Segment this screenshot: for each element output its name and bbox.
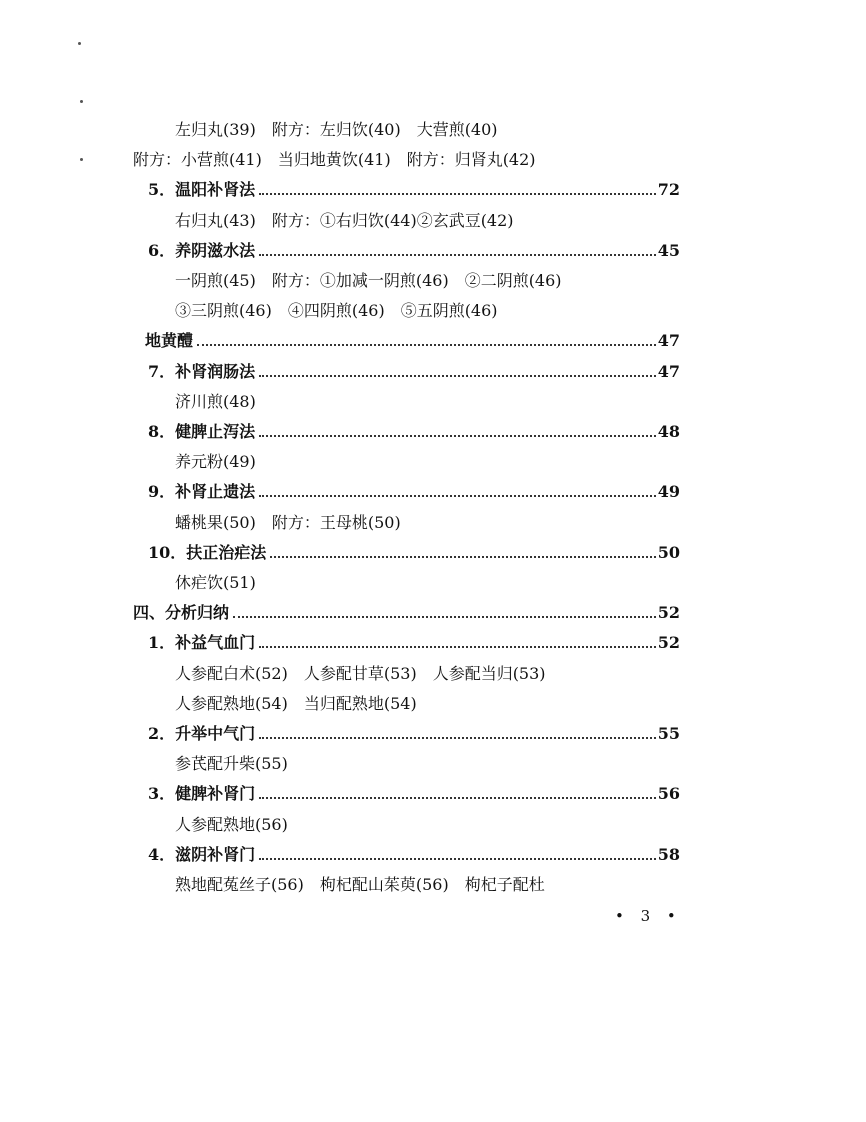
toc-entry-title: 3．健脾补肾门 <box>148 784 256 804</box>
toc-entry-page: 49 <box>657 482 680 502</box>
toc-subentry: ③三阴煎(46) ④四阴煎(46) ⑤五阴煎(46) <box>175 301 498 321</box>
toc-entry-page: 52 <box>657 633 680 653</box>
toc-entry <box>148 361 680 383</box>
toc-entry-page: 45 <box>657 240 680 260</box>
toc-subentry: 熟地配菟丝子(56) 枸杞配山茱萸(56) 枸杞子配杜 <box>175 875 545 894</box>
dot-leader <box>259 495 656 497</box>
toc-subentry: 人参配熟地(56) <box>175 814 288 834</box>
toc-entry-title: 8．健脾止泻法 <box>148 422 256 441</box>
toc-subentry: 人参配熟地(54) 当归配熟地(54) <box>175 693 417 713</box>
scan-speck <box>78 42 81 45</box>
toc-entry <box>148 421 680 443</box>
toc-entry <box>145 330 680 352</box>
toc-entry-title: 2．升举中气门 <box>148 724 256 743</box>
toc-subentry: 右归丸(43) 附方：①右归饮(44)②玄武豆(42) <box>175 210 514 230</box>
toc-subentry: 参芪配升柴(55) <box>175 754 288 774</box>
toc-entry-title: 9．补肾止遗法 <box>148 482 256 502</box>
toc-entry <box>148 542 680 564</box>
dot-leader <box>259 858 656 860</box>
toc-entry <box>133 602 680 624</box>
scan-speck <box>80 100 83 103</box>
toc-entry <box>148 844 680 866</box>
toc-entry-page: 55 <box>657 724 680 743</box>
dot-leader <box>270 556 655 558</box>
toc-entry <box>148 240 680 262</box>
dot-leader <box>259 193 656 195</box>
toc-entry <box>148 481 680 503</box>
toc-entry-page: 50 <box>657 542 680 562</box>
toc-subentry: 一阴煎(45) 附方：①加减一阴煎(46) ②二阴煎(46) <box>175 271 562 290</box>
toc-entry-page: 52 <box>657 603 680 623</box>
toc-entry-title: 5．温阳补肾法 <box>148 180 256 200</box>
toc-entry-title: 地黄醴 <box>145 331 194 351</box>
dot-leader <box>259 737 656 739</box>
toc-subentry: 济川煎(48) <box>175 391 256 411</box>
toc-entry-page: 48 <box>657 422 680 441</box>
toc-entry-page: 47 <box>657 331 680 351</box>
toc-entry-title: 10．扶正治疟法 <box>148 542 267 562</box>
dot-leader <box>259 797 656 799</box>
toc-entry-title: 7．补肾润肠法 <box>148 361 256 381</box>
toc-subentry: 左归丸(39) 附方：左归饮(40) 大营煎(40) <box>175 120 498 139</box>
toc-entry-title: 6．养阴滋水法 <box>148 240 256 260</box>
toc-entry-title: 1．补益气血门 <box>148 633 256 653</box>
toc-entry <box>148 179 680 201</box>
toc-entry <box>148 783 680 805</box>
scan-speck <box>80 158 83 161</box>
toc-entry-page: 47 <box>657 361 680 381</box>
page-number: • 3 • <box>615 907 682 925</box>
toc-entry-title: 四、分析归纳 <box>133 603 230 623</box>
dot-leader <box>259 375 656 377</box>
toc-entry-page: 72 <box>657 180 680 200</box>
dot-leader <box>197 344 656 346</box>
toc-subentry: 人参配白术(52) 人参配甘草(53) 人参配当归(53) <box>175 663 546 683</box>
toc-subentry: 养元粉(49) <box>175 452 256 472</box>
toc-entry-page: 58 <box>657 844 680 864</box>
toc-entry <box>148 632 680 654</box>
toc-subentry: 休疟饮(51) <box>175 573 256 592</box>
toc-subentry: 附方：小营煎(41) 当归地黄饮(41) 附方：归肾丸(42) <box>133 150 536 170</box>
dot-leader <box>233 616 656 618</box>
dot-leader <box>259 435 656 437</box>
toc-subentry: 蟠桃果(50) 附方：王母桃(50) <box>175 512 401 532</box>
dot-leader <box>259 254 656 256</box>
toc-entry-title: 4．滋阴补肾门 <box>148 844 256 864</box>
dot-leader <box>259 646 656 648</box>
toc-entry-page: 56 <box>657 784 680 804</box>
toc-entry <box>148 723 680 745</box>
